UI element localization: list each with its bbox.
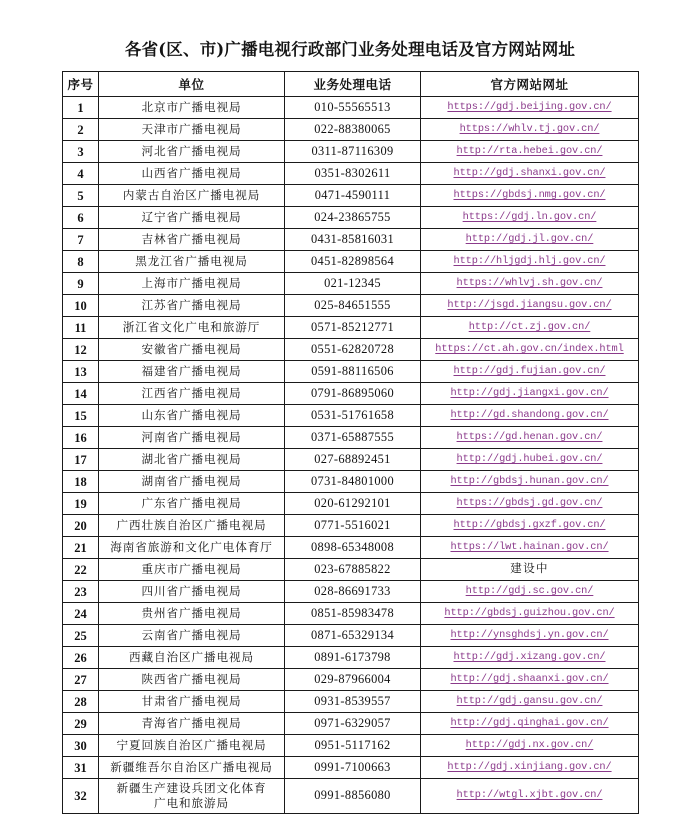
table-row [63,779,639,814]
table-row [63,339,639,361]
table-row [63,625,639,647]
website-link[interactable]: http://ct.zj.gov.cn/ [468,320,591,333]
row-index-cell: 17 [63,449,99,471]
phone-number-cell: 0871-65329134 [285,625,421,647]
table-row [63,735,639,757]
website-link[interactable]: http://gdj.shanxi.gov.cn/ [453,166,606,179]
row-index-cell: 21 [63,537,99,559]
website-link[interactable]: https://gbdsj.nmg.gov.cn/ [453,188,606,201]
website-cell[interactable] [421,625,639,647]
website-link[interactable]: http://gdj.gansu.gov.cn/ [456,694,603,707]
website-cell[interactable] [421,735,639,757]
phone-number-cell: 0431-85816031 [285,229,421,251]
table-row [63,251,639,273]
phone-number-cell: 023-67885822 [285,559,421,581]
row-index-cell: 23 [63,581,99,603]
agency-name-cell: 湖北省广播电视局 [99,449,285,471]
row-index-cell: 31 [63,757,99,779]
phone-number-cell: 0591-88116506 [285,361,421,383]
row-index-cell: 6 [63,207,99,229]
phone-number-cell: 0851-85983478 [285,603,421,625]
agency-name-cell: 重庆市广播电视局 [99,559,285,581]
agency-name-cell: 吉林省广播电视局 [99,229,285,251]
phone-number-cell: 0731-84801000 [285,471,421,493]
agency-name-cell: 陕西省广播电视局 [99,669,285,691]
website-link[interactable]: https://gdj.ln.gov.cn/ [462,210,597,223]
website-cell[interactable] [421,207,639,229]
row-index-cell: 24 [63,603,99,625]
row-index-cell: 29 [63,713,99,735]
website-cell[interactable] [421,581,639,603]
row-index-cell: 14 [63,383,99,405]
website-cell[interactable] [421,779,639,814]
table-row [63,647,639,669]
website-cell[interactable] [421,669,639,691]
column-header-website: 官方网站网址 [421,72,639,97]
row-index-cell: 7 [63,229,99,251]
phone-number-cell: 028-86691733 [285,581,421,603]
table-row [63,119,639,141]
website-link[interactable]: http://gbdsj.guizhou.gov.cn/ [444,606,615,619]
table-row [63,537,639,559]
agency-name-cell: 贵州省广播电视局 [99,603,285,625]
phone-number-cell: 025-84651555 [285,295,421,317]
table-row [63,361,639,383]
website-link[interactable]: http://gdj.sc.gov.cn/ [465,584,594,597]
table-row [63,757,639,779]
website-link[interactable]: https://gbdsj.gd.gov.cn/ [456,496,603,509]
table-row [63,713,639,735]
website-cell[interactable] [421,163,639,185]
website-cell[interactable] [421,471,639,493]
website-cell[interactable] [421,295,639,317]
website-link[interactable]: http://hljgdj.hlj.gov.cn/ [453,254,606,267]
phone-number-cell: 0891-6173798 [285,647,421,669]
table-row [63,229,639,251]
row-index-cell: 15 [63,405,99,427]
website-link[interactable]: http://ynsghdsj.yn.gov.cn/ [450,628,609,641]
agency-name-cell: 山东省广播电视局 [99,405,285,427]
website-link[interactable]: http://gdj.jl.gov.cn/ [465,232,594,245]
phone-number-cell: 0451-82898564 [285,251,421,273]
table-body [63,97,639,814]
website-link[interactable]: http://gdj.xinjiang.gov.cn/ [447,760,612,773]
agency-name-cell: 新疆维吾尔自治区广播电视局 [99,757,285,779]
column-header-index: 序号 [63,72,99,97]
website-link[interactable]: http://gdj.qinghai.gov.cn/ [450,716,609,729]
website-cell[interactable] [421,339,639,361]
row-index-cell: 25 [63,625,99,647]
row-index-cell: 8 [63,251,99,273]
table-row [63,163,639,185]
phone-number-cell: 0571-85212771 [285,317,421,339]
agency-name-cell: 宁夏回族自治区广播电视局 [99,735,285,757]
agency-name-cell: 西藏自治区广播电视局 [99,647,285,669]
table-row [63,141,639,163]
row-index-cell: 13 [63,361,99,383]
website-link[interactable]: http://gdj.shaanxi.gov.cn/ [450,672,609,685]
phone-number-cell: 0551-62820728 [285,339,421,361]
agency-name-cell: 北京市广播电视局 [99,97,285,119]
agency-name-cell: 新疆生产建设兵团文化体育 广电和旅游局 [99,779,285,814]
agency-name-cell: 湖南省广播电视局 [99,471,285,493]
phone-number-cell: 024-23865755 [285,207,421,229]
table-row [63,273,639,295]
table-header [63,72,639,97]
website-cell[interactable] [421,405,639,427]
row-index-cell: 3 [63,141,99,163]
website-cell[interactable] [421,713,639,735]
table-row [63,427,639,449]
website-cell[interactable] [421,449,639,471]
agency-contact-table-wrapper [62,71,638,814]
page-title: 各省(区、市)广播电视行政部门业务处理电话及官方网站网址 [124,40,576,59]
phone-number-cell: 010-55565513 [285,97,421,119]
agency-name-cell: 河南省广播电视局 [99,427,285,449]
table-row [63,603,639,625]
phone-number-cell: 0531-51761658 [285,405,421,427]
column-header-phone: 业务处理电话 [285,72,421,97]
row-index-cell: 11 [63,317,99,339]
row-index-cell: 18 [63,471,99,493]
table-row [63,97,639,119]
phone-number-cell: 0771-5516021 [285,515,421,537]
website-status-text: 建设中 [510,561,549,576]
website-cell[interactable] [421,361,639,383]
column-header-unit: 单位 [99,72,285,97]
website-cell [421,559,639,581]
agency-name-cell: 安徽省广播电视局 [99,339,285,361]
website-cell[interactable] [421,691,639,713]
table-row [63,493,639,515]
agency-name-cell: 福建省广播电视局 [99,361,285,383]
phone-number-cell: 0898-65348008 [285,537,421,559]
agency-name-cell: 江苏省广播电视局 [99,295,285,317]
agency-name-cell: 河北省广播电视局 [99,141,285,163]
agency-name-cell: 山西省广播电视局 [99,163,285,185]
table-row [63,317,639,339]
row-index-cell: 28 [63,691,99,713]
website-link[interactable]: http://rta.hebei.gov.cn/ [456,144,603,157]
website-link[interactable]: https://gdj.beijing.gov.cn/ [447,100,612,113]
agency-name-cell: 云南省广播电视局 [99,625,285,647]
website-cell[interactable] [421,515,639,537]
table-row [63,515,639,537]
row-index-cell: 16 [63,427,99,449]
agency-name-cell: 黑龙江省广播电视局 [99,251,285,273]
website-link[interactable]: http://jsgd.jiangsu.gov.cn/ [447,298,612,311]
website-cell[interactable] [421,97,639,119]
phone-number-cell: 022-88380065 [285,119,421,141]
website-link[interactable]: http://wtgl.xjbt.gov.cn/ [456,789,603,802]
table-row [63,449,639,471]
phone-number-cell: 0471-4590111 [285,185,421,207]
row-index-cell: 4 [63,163,99,185]
agency-name-cell: 甘肃省广播电视局 [99,691,285,713]
row-index-cell: 10 [63,295,99,317]
row-index-cell: 5 [63,185,99,207]
table-row [63,405,639,427]
phone-number-cell: 0971-6329057 [285,713,421,735]
agency-name-cell: 广西壮族自治区广播电视局 [99,515,285,537]
agency-name-cell: 上海市广播电视局 [99,273,285,295]
phone-number-cell: 0991-8856080 [285,779,421,814]
row-index-cell: 1 [63,97,99,119]
row-index-cell: 27 [63,669,99,691]
table-row [63,383,639,405]
website-cell[interactable] [421,647,639,669]
website-link[interactable]: http://gbdsj.hunan.gov.cn/ [450,474,609,487]
agency-name-cell: 四川省广播电视局 [99,581,285,603]
phone-number-cell: 021-12345 [285,273,421,295]
row-index-cell: 22 [63,559,99,581]
agency-name-cell: 海南省旅游和文化广电体育厅 [99,537,285,559]
phone-number-cell: 029-87966004 [285,669,421,691]
table-row [63,207,639,229]
agency-name-cell: 江西省广播电视局 [99,383,285,405]
phone-number-cell: 0311-87116309 [285,141,421,163]
phone-number-cell: 0991-7100663 [285,757,421,779]
phone-number-cell: 020-61292101 [285,493,421,515]
agency-contact-table [62,71,639,814]
website-cell[interactable] [421,757,639,779]
website-link[interactable]: http://gdj.hubei.gov.cn/ [456,452,603,465]
website-cell[interactable] [421,537,639,559]
agency-name-cell: 青海省广播电视局 [99,713,285,735]
website-link[interactable]: https://ct.ah.gov.cn/index.html [435,342,624,355]
website-cell[interactable] [421,229,639,251]
phone-number-cell: 0791-86895060 [285,383,421,405]
website-link[interactable]: http://gdj.xizang.gov.cn/ [453,650,606,663]
website-link[interactable]: https://whlvj.sh.gov.cn/ [456,276,603,289]
website-link[interactable]: http://gdj.jiangxi.gov.cn/ [450,386,609,399]
website-link[interactable]: https://whlv.tj.gov.cn/ [459,122,600,135]
phone-number-cell: 0951-5117162 [285,735,421,757]
website-cell[interactable] [421,427,639,449]
website-link[interactable]: http://gd.shandong.gov.cn/ [450,408,609,421]
website-cell[interactable] [421,603,639,625]
website-cell[interactable] [421,383,639,405]
table-row [63,559,639,581]
table-row [63,185,639,207]
row-index-cell: 19 [63,493,99,515]
phone-number-cell: 0931-8539557 [285,691,421,713]
website-link[interactable]: http://gbdsj.gxzf.gov.cn/ [453,518,606,531]
table-row [63,669,639,691]
website-link[interactable]: http://gdj.fujian.gov.cn/ [453,364,606,377]
table-row [63,295,639,317]
phone-number-cell: 0351-8302611 [285,163,421,185]
row-index-cell: 30 [63,735,99,757]
phone-number-cell: 027-68892451 [285,449,421,471]
website-cell[interactable] [421,185,639,207]
row-index-cell: 26 [63,647,99,669]
table-row [63,691,639,713]
phone-number-cell: 0371-65887555 [285,427,421,449]
website-cell[interactable] [421,493,639,515]
website-link[interactable]: http://gdj.nx.gov.cn/ [465,738,594,751]
agency-name-cell: 内蒙古自治区广播电视局 [99,185,285,207]
table-row [63,581,639,603]
website-cell[interactable] [421,141,639,163]
website-link[interactable]: https://gd.henan.gov.cn/ [456,430,603,443]
row-index-cell: 20 [63,515,99,537]
agency-name-cell: 浙江省文化广电和旅游厅 [99,317,285,339]
agency-name-cell: 辽宁省广播电视局 [99,207,285,229]
table-row [63,471,639,493]
row-index-cell: 9 [63,273,99,295]
website-cell[interactable] [421,317,639,339]
agency-name-cell: 广东省广播电视局 [99,493,285,515]
website-cell[interactable] [421,119,639,141]
agency-name-cell: 天津市广播电视局 [99,119,285,141]
row-index-cell: 12 [63,339,99,361]
row-index-cell: 32 [63,779,99,814]
row-index-cell: 2 [63,119,99,141]
table-header-row [63,72,639,97]
website-link[interactable]: https://lwt.hainan.gov.cn/ [450,540,609,553]
website-cell[interactable] [421,251,639,273]
website-cell[interactable] [421,273,639,295]
